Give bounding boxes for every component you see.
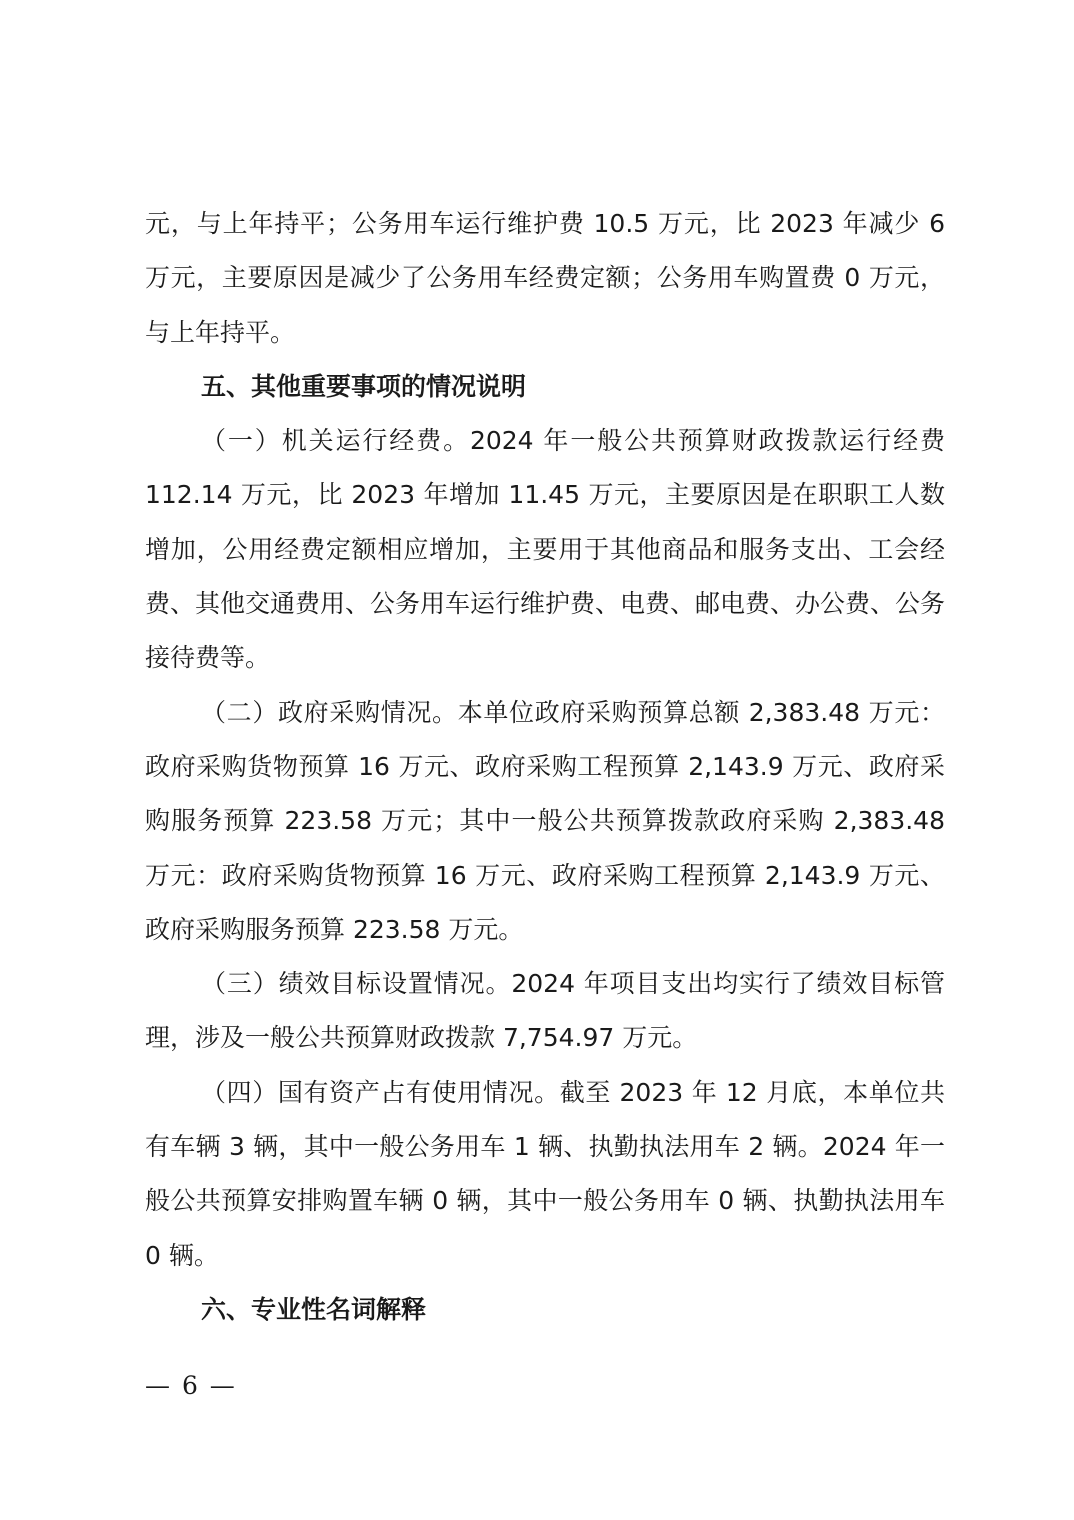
page-number: — 6 — bbox=[145, 1371, 237, 1400]
document-body bbox=[145, 197, 945, 1337]
paragraph-operating-expenses: （一）机关运行经费。2024 年一般公共预算财政拨款运行经费 112.14 万元，比 2023 年增加 11.45 万元，主要原因是在职职工人数增加，公用经费定额相应增加，主要用于其他商品和服务支出、工会经费、其他交通费用、公务用车运行维护费、电费、邮电费、办公费、公务接待费等。 bbox=[145, 426, 946, 673]
paragraph-state-assets: （四）国有资产占有使用情况。截至 2023 年 12 月底，本单位共有车辆 3 辆，其中一般公务用车 1 辆、执勤执法用车 2 辆。2024 年一般公共预算安排购置车辆 0 辆，其中一般公务用车 0 辆、执勤执法用车 0 辆。 bbox=[145, 1077, 945, 1270]
section-heading-other-matters: 五、其他重要事项的情况说明 bbox=[201, 371, 527, 401]
section-heading-terminology: 六、专业性名词解释 bbox=[201, 1294, 427, 1324]
paragraph-vehicle-costs: 元，与上年持平；公务用车运行维护费 10.5 万元，比 2023 年减少 6 万元，主要原因是减少了公务用车经费定额；公务用车购置费 0 万元，与上年持平。 bbox=[145, 209, 945, 347]
paragraph-performance-targets: （三）绩效目标设置情况。2024 年项目支出均实行了绩效目标管理，涉及一般公共预算财政拨款 7,754.97 万元。 bbox=[145, 969, 945, 1053]
paragraph-government-procurement: （二）政府采购情况。本单位政府采购预算总额 2,383.48 万元：政府采购货物预算 16 万元、政府采购工程预算 2,143.9 万元、政府采购服务预算 223.58 万元；其中一般公共预算拨款政府采购 2,383.48 万元：政府采购货物预算 16 万元、政府采购工程预算 2,143.9 万元、政府采购服务预算 223.58 万元。 bbox=[145, 697, 945, 944]
